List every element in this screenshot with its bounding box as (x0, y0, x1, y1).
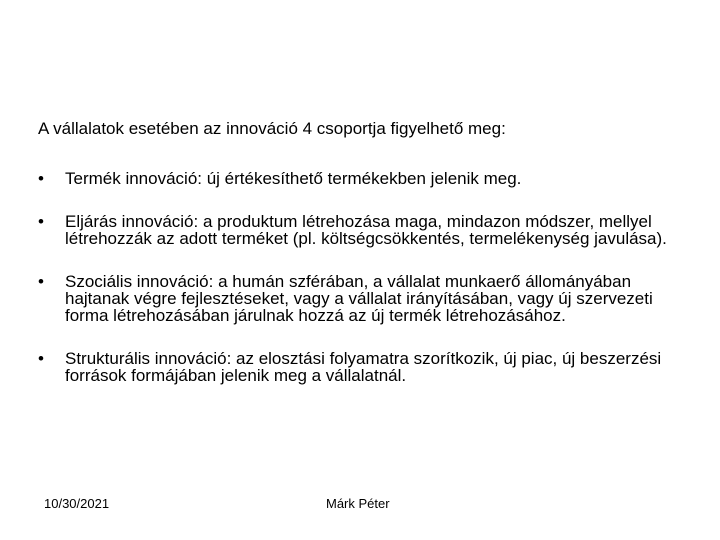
bullet-item-termek (38, 170, 698, 187)
intro-text: A vállalatok esetében az innováció 4 csoportja figyelhető meg: (38, 119, 506, 138)
bullet-text: Strukturális innováció: az elosztási folyamatra szorítkozik, új piac, új beszerzési források formájában jelenik meg a vállalatnál. (65, 349, 662, 385)
bullet-item-szocialis (38, 273, 698, 324)
bullet-dot-icon: • (38, 349, 44, 368)
bullet-text: Termék innováció: új értékesíthető termékekben jelenik meg. (65, 169, 522, 188)
bullet-dot-icon: • (38, 272, 44, 291)
bullet-list (38, 170, 698, 410)
footer-author: Márk Péter (326, 496, 390, 511)
bullet-dot-icon: • (38, 169, 44, 188)
bullet-text: Szociális innováció: a humán szférában, a vállalat munkaerő állományában hajtanak végre fejlesztéseket, vagy a vállalat irányításában, vagy új szervezeti forma létrehozásában járulnak hozzá az új termék létrehozásához. (65, 272, 653, 325)
bullet-dot-icon: • (38, 212, 44, 231)
bullet-text: Eljárás innováció: a produktum létrehozása maga, mindazon módszer, mellyel létrehozzák az adott terméket (pl. költségcsökkentés, termelékenység javulása). (65, 212, 667, 248)
footer-date: 10/30/2021 (44, 496, 110, 511)
bullet-item-eljaras (38, 213, 698, 247)
bullet-item-strukturalis (38, 350, 698, 384)
